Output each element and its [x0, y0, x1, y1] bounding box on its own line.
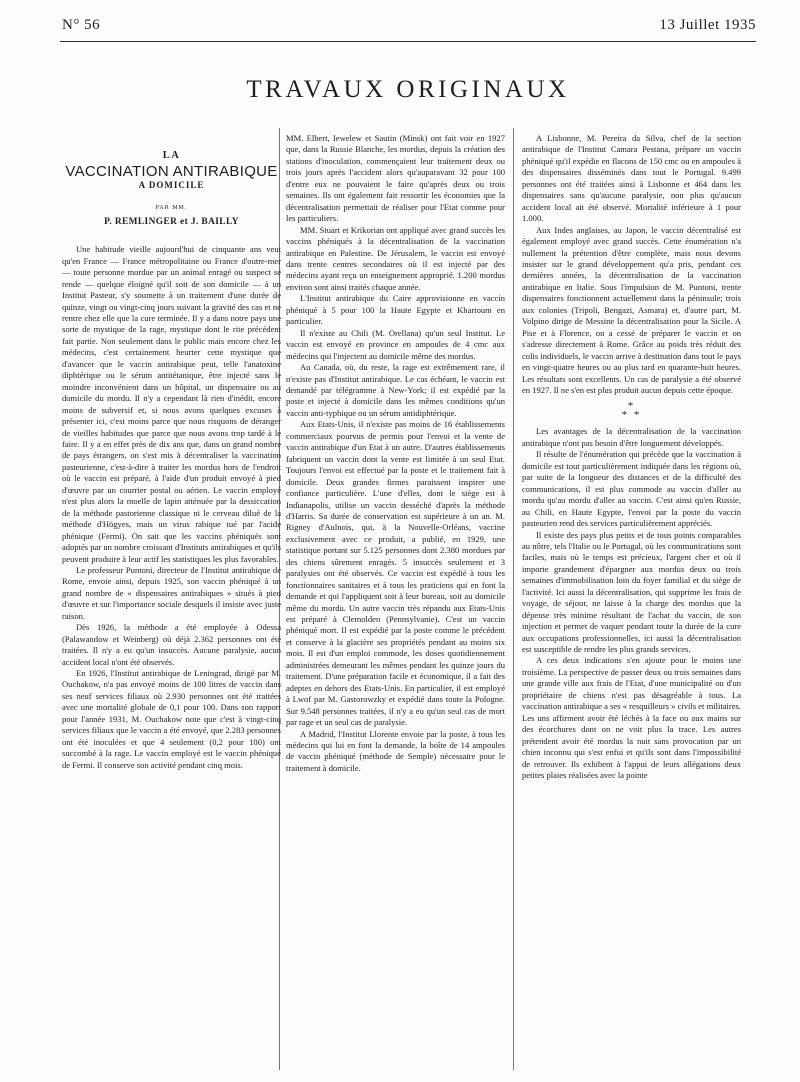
issue-number: N° 56: [62, 17, 101, 33]
paragraph: A ces deux indications s'en ajoute pour le moins une troisième. La perspective de passer deux ou trois semaines dans une grande ville aux frais de l'Etat, d'une municipalité ou d'un propriétaire de chiens n'est pas désagréable à tous. La vaccination antirabique a ses « resquilleurs » civils et militaires. Les uns affirment avoir été léchés à la face ou aux mains sur des écorchures dont on ne voit plus la trace. Les autres prétendent avoir été mordus la nuit sans provocation par un chien inconnu qui s'est enfui et qu'ils sont dans l'impossibilité de retrouver. Ils exhibent à l'appui de leurs allégations deux petites plaies réalisées avec la pointe: [522, 655, 741, 781]
separator-star-bottom: * *: [621, 409, 642, 422]
paragraph: En 1926, l'Institut antirabique de Leningrad, dirigé par M. Ouchakow, n'a pas envoyé moins de 100 litres de vaccin dans ses neuf services filiaux où 2.930 personnes ont été traitées avec une mortalité globale de 0,1 pour 100. Dans son rapport pour l'année 1931, M. Ouchakow note que c'est à vingt-cinq services filiaux que le vaccin a été envoyé, que 2.283 personnes ont été inoculées et que 4 seulement (0,2 pour 100) ont succombé à la rage. Le vaccin employé est le vaccin phéniqué de Fermi. Il conserve son activité pendant cinq mois.: [62, 668, 281, 770]
column-1: [62, 150, 281, 771]
article-title: VACCINATION ANTIRABIQUE: [65, 163, 278, 181]
column-3: [522, 133, 741, 781]
article-title-la: LA: [162, 150, 181, 161]
separator-star-top: *: [627, 400, 636, 413]
column-2: [286, 133, 505, 774]
article-par: PAR MM.: [155, 205, 188, 212]
section-title: TRAVAUX ORIGINAUX: [246, 76, 570, 103]
paragraph: Il existe des pays plus petits et de tous points comparables au nôtre, tels l'Italie ou le Portugal, où les communications sont faciles, mais où le temps est précieux, l'argent cher et où il importe grandement d'épargner aux mordus deux ou trois semaines d'immobilisation loin du foyer familial et du siège de l'activité. Ici aussi la décentralisation, qui supprime les frais de voyage, de séjour, ne laisse à la charge des mordus que la dépense très minime résultant de l'achat du vaccin, de son injection et permet de vaquer pendant toute la durée de la cure aux occupations professionnelles, ici aussi la décentralisation est susceptible de rendre les plus grands services.: [522, 529, 741, 655]
paragraph: A Lisbonne, M. Pereira da Silva, chef de la section antirabique de l'Institut Camara Pestana, prépare un vaccin phéniqué qu'il expédie en flacons de 150 cmc ou en ampoules à des dispensaires disséminés dans tout le Portugal. 9.499 personnes ont été traitées ainsi à Lisbonne et 464 dans les dispensaires sans qu'aucune paralysie, non plus qu'aucun accident local ait été observé. Mortalité inférieure à 1 pour 1.000.: [522, 133, 741, 224]
paragraph: L'Institut antirabique du Caire approvisionne en vaccin phéniqué à 5 pour 100 la Haute Egypte et Khartoum en particulier.: [286, 293, 505, 327]
issue-date: 13 Juillet 1935: [659, 17, 756, 33]
paragraph: Le professeur Puntoni, directeur de l'Institut antirabique de Rome, envoie ainsi, depuis 1925, son vaccin phéniqué à un grand nombre de « dispensaires antirabiques » situés à pied d'œuvre et sur l'importance sociale desquels il insiste avec juste raison.: [62, 564, 281, 621]
section-separator: [522, 402, 741, 420]
article-authors: P. REMLINGER et J. BAILLY: [104, 216, 239, 227]
paragraph: Il résulte de l'énumération qui précède que la vaccination à domicile est tout particulièrement indiquée dans les régions où, par suite de la longueur des distances et de la difficulté des communications, il est plus commode au vaccin d'aller au mordu qu'au mordu d'aller au vaccin. C'est ainsi qu'en Russie, au Chili, en Haute Egypte, l'envoi par la poste du vaccin pasteurien rend des services particulièrement appréciés.: [522, 449, 741, 529]
header-rule: [60, 41, 756, 42]
column-divider: [513, 128, 514, 1070]
paragraph: Il n'existe au Chili (M. Orellana) qu'un seul Institut. Le vaccin est envoyé en province en ampoules de 4 cmc aux médecins qui l'injectent au domicile même des mordus.: [286, 327, 505, 361]
paragraph: A Madrid, l'Institut Llorente envoie par la poste, à tous les médecins qui lui en font la demande, la boîte de 14 ampoules de vaccin phéniqué (méthode de Semple) nécessaire pour le traitement à domicile.: [286, 728, 505, 773]
paragraph: Au Canada, où, du reste, la rage est extrêmement rare, il n'existe pas d'Institut antirabique. Le cas échéant, le vaccin est demandé par télégramme à New-York; il est expédié par la poste et injecté à domicile dans les mêmes conditions qu'un vaccin anti-typhique ou un sérum antidiphtérique.: [286, 362, 505, 418]
paragraph: MM. Elbert, Iewelew et Sautin (Minsk) ont fait voir en 1927 que, dans la Russie Blanche, les mordus, depuis la création des stations d'inoculation, commençaient leur traitement deux ou trois jours après l'accident alors qu'auparavant 32 pour 100 d'entre eux ne pouvaient le faire qu'après deux ou trois semaines. Ils ont également fait ressortir les économies que la décentralisation permettait de réaliser pour l'Etat comme pour les particuliers.: [286, 133, 505, 224]
paragraph: Aux Indes anglaises, au Japon, le vaccin décentralisé est également employé avec grand succès. Cette énumération n'a nullement la prétention d'être complète, mais nous devons insister sur le grand développement qu'a pris, pendant ces dernières années, la décentralisation de la vaccination antirabique en Italie. Sous l'impulsion de M. Puntoni, trente dispensaires fonctionnent actuellement dans la péninsule; trois aux colonies (Tripoli, Bengazi, Asmara) et, d'autre part, M. Volpino dirige de Messine la décentralisation pour la Sicile. A Pise et à Florence, on a cessé de préparer le vaccin et on s'adresse directement à Rome. Grâce au poids très réduit des colis individuels, le vaccin arrive à destination dans tout le pays en vingt-quatre heures ou au plus tard en quarante-huit heures. Les résultats sont excellents. Un cas de paralysie a été observé en 1927. Il ne s'en est plus produit aucun depuis cette époque.: [522, 224, 741, 395]
paragraph: MM. Stuart et Krikorian ont appliqué avec grand succès les vaccins phéniqués à la décentralisation de la vaccination antirabique en Palestine. De Jérusalem, le vaccin est envoyé dans trente centres secondaires où il est injecté par des médecins ayant reçu un enseignement approprié. 1.200 mordus environ sont ainsi traités chaque année.: [286, 224, 505, 292]
article-subtitle: A DOMICILE: [138, 179, 205, 190]
paragraph: Dès 1926, la méthode a été employée à Odessa (Palawandow et Weinberg) où déjà 2.362 personnes ont été traitées. Il n'y a eu qu'un insuccès. Aucune paralysie, aucun accident local n'ont été observés.: [62, 622, 281, 667]
paragraph: Aux Etats-Unis, il n'existe pas moins de 16 établissements commerciaux pourvus de permis pour l'envoi et la vente de vaccin antirabique d'un Etat à un autre. D'autres établissements fabriquent un vaccin dont la vente est limitée à un seul Etat. Toujours l'envoi est effectué par la poste et le traitement fait à domicile. Deux grandes firmes paraissent inspirer une confiance particulière. L'une d'elles, dont le siège est à Indianapolis, utilise un vaccin desséché d'après la méthode d'Harris. Sa durée de conservation est supérieure à un an. M. Rigney d'Aulnois, qui, à la Nouvelle-Orléans, vaccine exclusivement avec ce produit, a publié, en 1929, une statistique portant sur 5.125 personnes dont 2.380 mordues par des chiens sûrement enragés. 5 insuccès seulement et 3 paralysies ont été observés. Ce vaccin est expédié à tous les fonctionnaires sanitaires et à tous les praticiens qui en font la demande et qui l'appliquent soit à leur bureau, soit au domicile même du mordu. Un autre vaccin très répandu aux Etats-Unis est préparé à Clemolden (Pennsylvanie). C'est un vaccin phéniqué mort. Il est expédié par la poste comme le précédent et conserve à la glacière ses propriétés pendant au moins six mois. Il est d'un emploi commode, les doses quotidiennement administrées demeurant les mêmes pendant les quinze jours du traitement. D'une préparation facile et économique, il a fait des adeptes en dehors des Etats-Unis. En particulier, il est employé à Lwof par M. Gastorowzky et expédié dans toute la Pologne. Sur 9.548 personnes traitées, il n'y a eu qu'un seul cas de mort par rage et un seul cas de paralysie.: [286, 419, 505, 728]
paragraph: Une habitude vieille aujourd'hui de cinquante ans veut qu'en France — France métropolitaine ou France d'outre-mer — toute personne mordue par un animal enragé ou suspect se rende — quelque éloigné qu'il soit de son domicile — à un Institut Pasteur, s'y soumette à un traitement d'une durée de quinze, vingt ou vingt-cinq jours suivant la gravité des cas et ne rentre chez elle que la cure terminée. Il y a dans notre pays une sorte de mystique de la rage, mystique dont le rite précédent fait partie. Non seulement dans le public mais encore chez les médecins, c'est certainement heurter cette mystique que d'avancer que le vaccin antirabique peut, telle l'anatoxine diphtérique ou le sérum antitétanique, être injecté sans le moindre inconvénient dans un hôpital, un dispensaire ou au domicile du mordu. Il n'y a cependant là rien d'inédit, encore moins de subversif et, si nous avons quelques excuses à présenter ici, c'est moins parce que nous risquons de déranger de vieilles habitudes que parce que nous avons trop tardé à le faire. Il y a en effet près de dix ans que, dans un grand nombre de pays étrangers, on s'est mis à décentraliser la vaccination pasteurienne, c'est-à-dire à traiter les mordus hors de l'endroit où le vaccin est préparé, à l'aide d'un produit envoyé à pied d'œuvre par un courrier postal ou aérien. Le vaccin employé n'est plus alors la moelle de lapin atténuée par la dessiccation de la méthode pastorienne classique ni le cerveau dilué de la méthode d'Högyes, mais un virus rabique tué par l'acide phénique (Fermi). On sait que les vaccins phéniqués sont adoptés par un nombre croissant d'Instituts antirabiques et qu'ils peuvent produire à leur actif les statistiques les plus favorables.: [62, 244, 281, 564]
paragraph: Les avantages de la décentralisation de la vaccination antirabique n'ont pas besoin d'être longuement développés.: [522, 426, 741, 448]
